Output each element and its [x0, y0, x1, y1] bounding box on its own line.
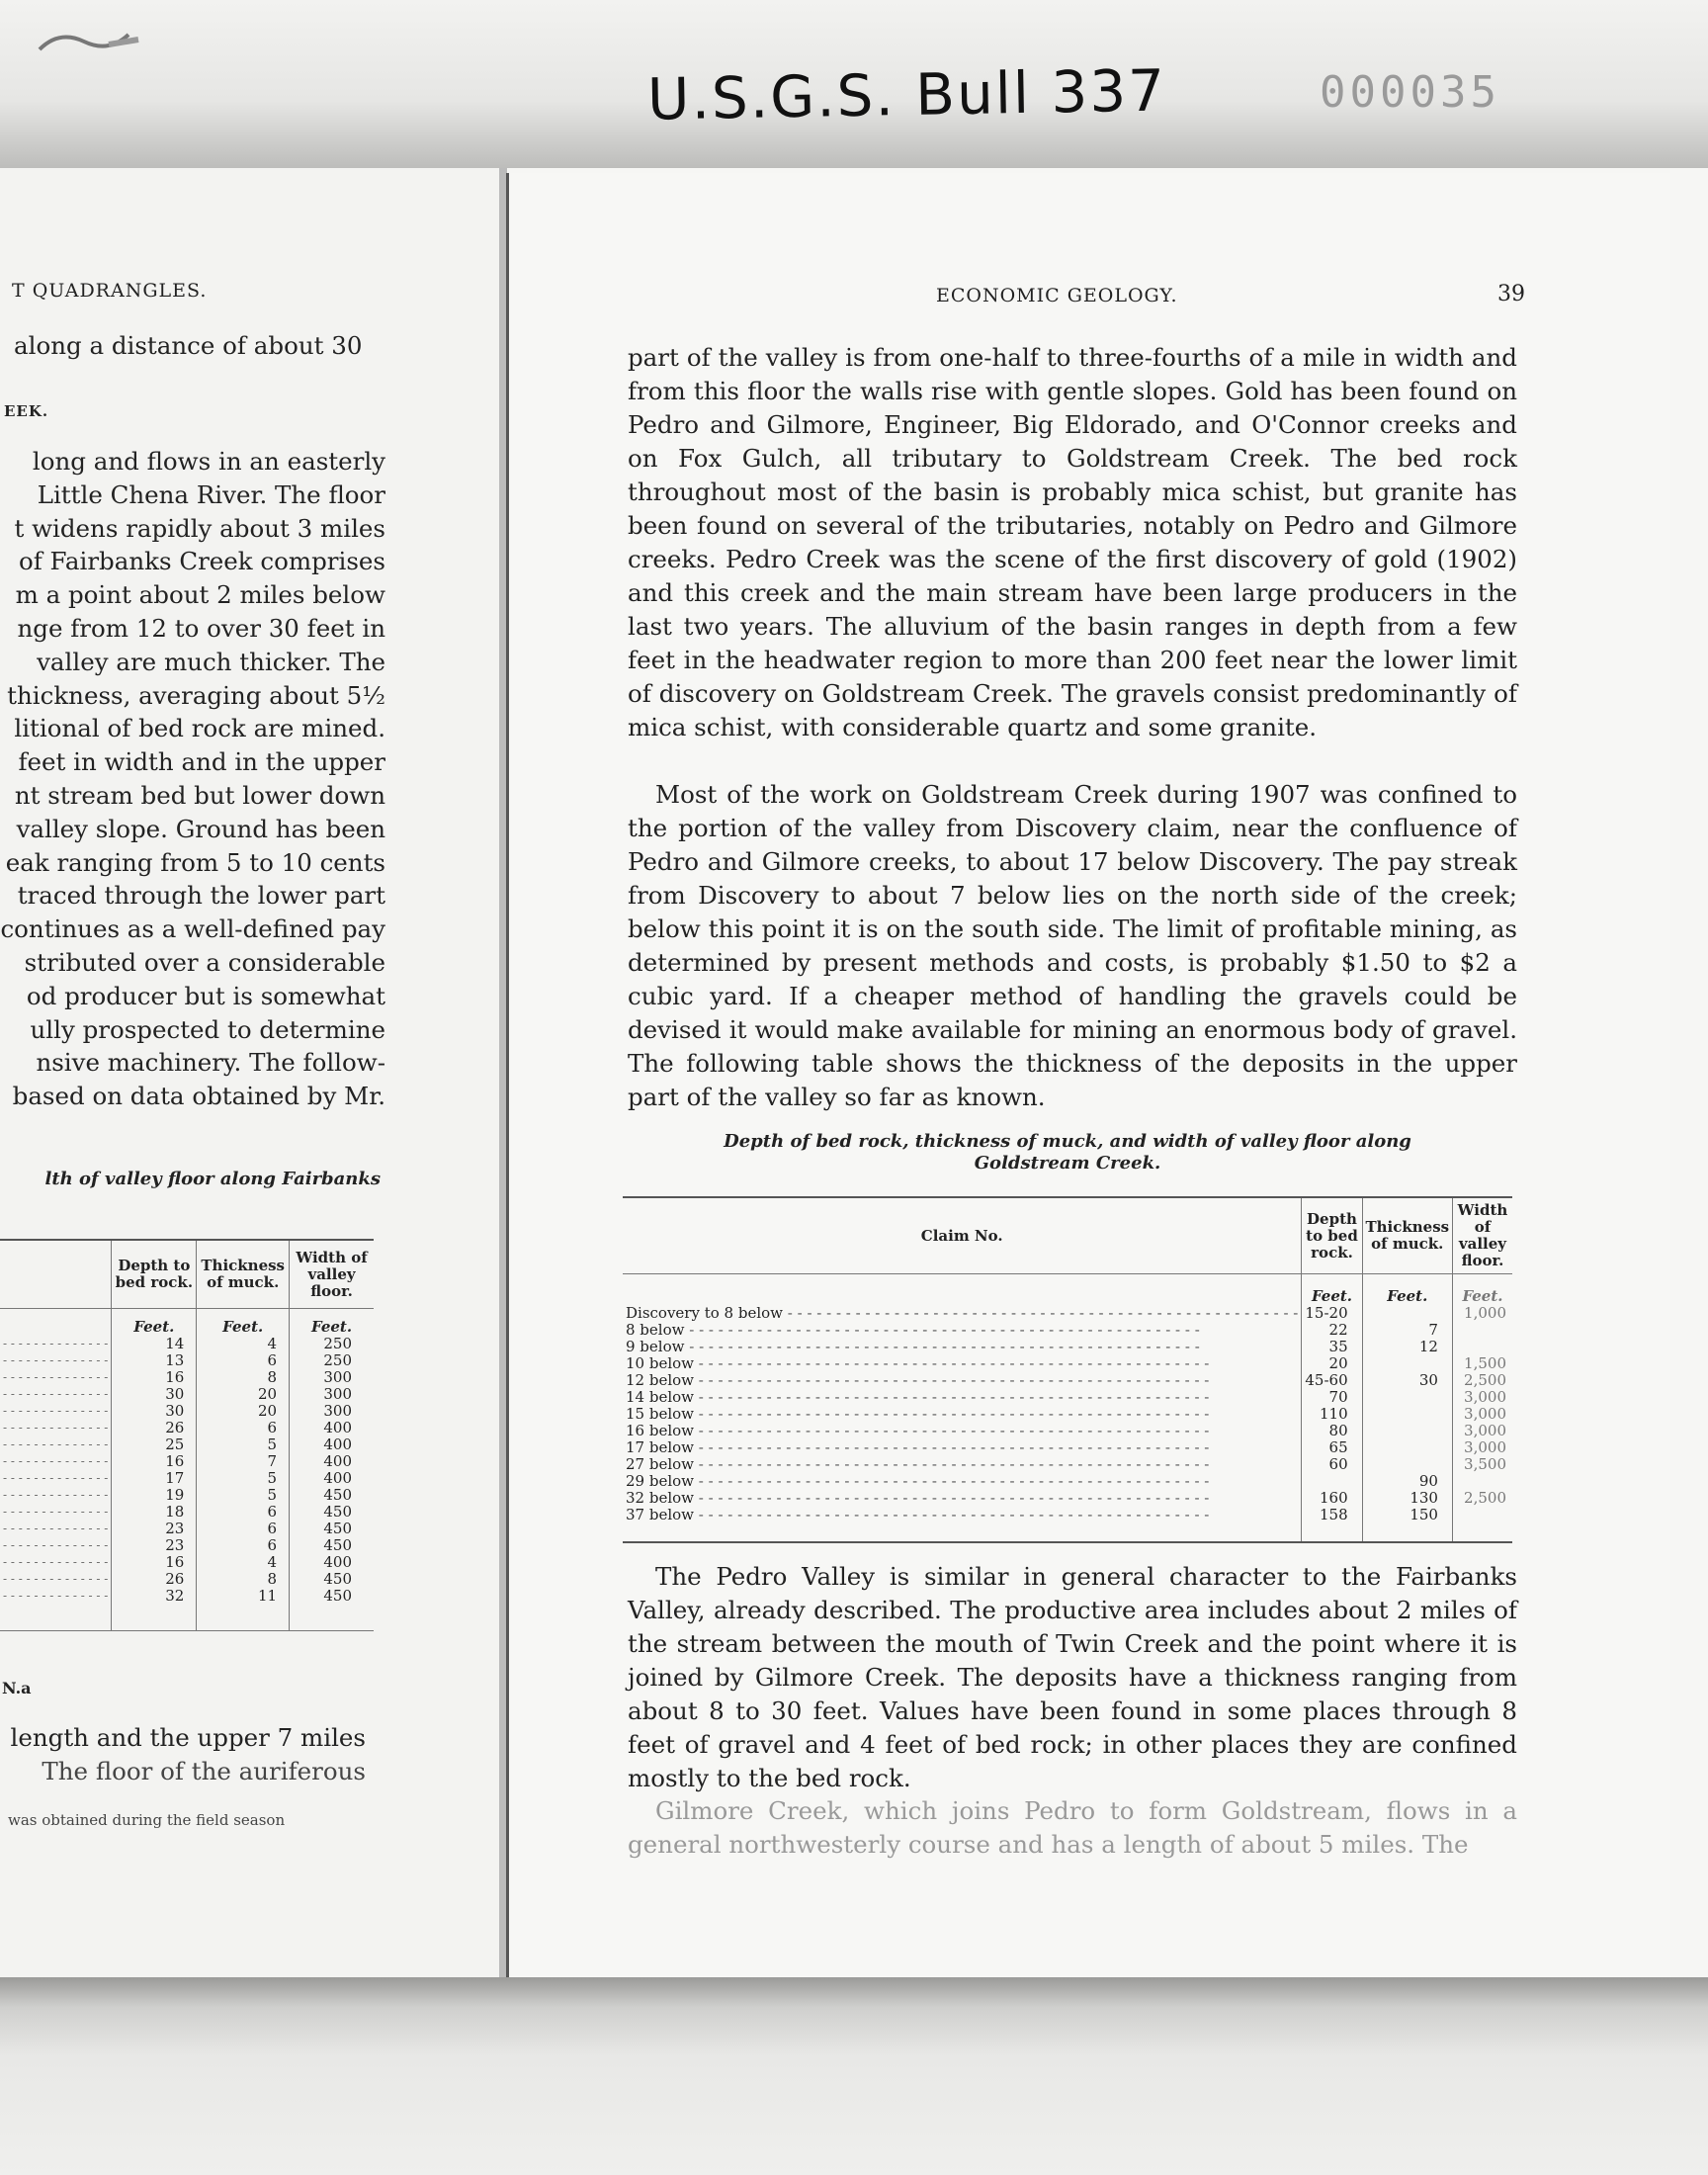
table-row: 32 below - - - - - - - - - - - - - - - - - - - - - - - - - - - - - - - - - - - - - - - - - - - - - - - - - - - - - 160 130 2,500 [623, 1490, 1512, 1507]
scan-bottom-margin [0, 1977, 1708, 2175]
table-row: 14 below - - - - - - - - - - - - - - - - - - - - - - - - - - - - - - - - - - - - - - - - - - - - - - - - - - - - - 70 3,000 [623, 1389, 1512, 1406]
left-table: Depth to bed rock. Thickness of muck. Width of valley floor. Feet. Feet. Feet. - - - - - - - - - - - - - - 14 4 250 - - - - - - - - - - - - - - 13 6 250 - - - - - - - - - - - - - - 16 8 300 - - - - - - - - - - - - - - 30 20 300 - - - - - - - - - - - - - - 30 20 300 - - - - - - - - - - - - - - 26 6 400 - - - - - - - - - - - - - - 25 5 400 - - - - - - - - - - - - - - 16 7 400 - - - - - - - - - - - - - - 17 5 400 - - - - - - - - - - - - - - 19 5 450 - - - - - - - - - - - - - - 18 6 450 - - - - - - - - - - - - - - 23 6 450 - - - - - - - - - - - - - - 23 6 450 - - - - - - - - - - - - - - 16 4 400 - - - - - - - - - - - - - - 26 8 450 - - - - - - - - - - - - - - 32 11 450 [0, 1239, 374, 1631]
table-row: 8 below - - - - - - - - - - - - - - - - - - - - - - - - - - - - - - - - - - - - - - - - - - - - - - - - - - - - - 22 7 [623, 1322, 1512, 1339]
right-running-head: ECONOMIC GEOLOGY. [936, 285, 1178, 306]
left-bottom-line-2: The floor of the auriferous [42, 1757, 366, 1785]
right-paragraph-1: part of the valley is from one-half to three-fourths of a mile in width and from this floor the walls rise with gentle slopes. Gold has been found on Pedro and Gilmore, Engineer, Big Eldorado, and O'Connor creeks and on Fox Gulch, all tributary to Goldstream Creek. The bed rock throughout most of the basin is probably mica schist, but granite has been found on several of the tributaries, notably on Pedro and Gilmore creeks. Pedro Creek was the scene of the first discovery of gold (1902) and this creek and the main stream have been large producers in the last two years. The alluvium of the basin ranges in depth from a few feet in the headwater region to more than 200 feet near the lower limit of discovery on Goldstream Creek. The gravels consist predominantly of mica schist, with considerable quartz and some granite. [628, 343, 1517, 741]
goldstream-table: Claim No. Depth to bed rock. Thickness of muck. Width of valley floor. Feet. Feet. Feet. Discovery to 8 below - - - - - - - - - - - - - - - - - - - - - - - - - - - - - - - - - - - - - - - - - - - - - - - - - - - - - 15-20 1,000 8 below - - - - - - - - - - - - - - - - - - - - - - - - - - - - - - - - - - - - - - - - - - - - - - - - - - - - - 22 7 9 below - - - - - - - - - - - - - - - - - - - - - - - - - - - - - - - - - - - - - - - - - - - - - - - - - - - - - 35 12 10 below - - - - - - - - - - - - - - - - - - - - - - - - - - - - - - - - - - - - - - - - - - - - - - - - - - - - - 20 1,500 12 below - - - - - - - - - - - - - - - - - - - - - - - - - - - - - - - - - - - - - - - - - - - - - - - - - - - - - 45-60 30 2,500 14 below - - - - - - - - - - - - - - - - - - - - - - - - - - - - - - - - - - - - - - - - - - - - - - - - - - - - - 70 3,000 15 below - - - - - - - - - - - - - - - - - - - - - - - - - - - - - - - - - - - - - - - - - - - - - - - - - - - - - 110 3,000 16 below - - - - - - - - - - - - - - - - - - - - - - - - - - - - - - - - - - - - - - - - - - - - - - - - - - - - - 80 3,000 17 below - - - - - - - - - - - - - - - - - - - - - - - - - - - - - - - - - - - - - - - - - - - - - - - - - - - - - 65 3,000 27 below - - - - - - - - - - - - - - - - - - - - - - - - - - - - - - - - - - - - - - - - - - - - - - - - - - - - - 60 3,500 29 below - - - - - - - - - - - - - - - - - - - - - - - - - - - - - - - - - - - - - - - - - - - - - - - - - - - - - 90 32 below - - - - - - - - - - - - - - - - - - - - - - - - - - - - - - - - - - - - - - - - - - - - - - - - - - - - - 160 130 2,500 37 below - - - - - - - - - - - - - - - - - - - - - - - - - - - - - - - - - - - - - - - - - - - - - - - - - - - - - 158 150 [623, 1196, 1512, 1543]
table-row: - - - - - - - - - - - - - - 32 11 450 [0, 1588, 374, 1605]
table-row: - - - - - - - - - - - - - - 26 6 400 [0, 1420, 374, 1436]
table-row: - - - - - - - - - - - - - - 23 6 450 [0, 1521, 374, 1537]
table-row: - - - - - - - - - - - - - - 18 6 450 [0, 1504, 374, 1521]
table-row: - - - - - - - - - - - - - - 16 8 300 [0, 1369, 374, 1386]
table-row: 17 below - - - - - - - - - - - - - - - - - - - - - - - - - - - - - - - - - - - - - - - - - - - - - - - - - - - - - 65 3,000 [623, 1439, 1512, 1456]
table-row: 12 below - - - - - - - - - - - - - - - - - - - - - - - - - - - - - - - - - - - - - - - - - - - - - - - - - - - - - 45-60 30 2,500 [623, 1372, 1512, 1389]
table-row: 9 below - - - - - - - - - - - - - - - - - - - - - - - - - - - - - - - - - - - - - - - - - - - - - - - - - - - - - 35 12 [623, 1339, 1512, 1355]
table-row: - - - - - - - - - - - - - - 16 4 400 [0, 1554, 374, 1571]
right-paragraph-2: Most of the work on Goldstream Creek during 1907 was confined to the portion of the valley from Discovery claim, near the confluence of Pedro and Gilmore creeks, to about 17 below Discovery. The pay streak from Discovery to about 7 below lies on the north side of the creek; below this point it is on the south side. The limit of profitable mining, as determined by present methods and costs, is probably $1.50 to $2 a cubic yard. If a cheaper method of handling the gravels could be devised it would make available for mining an enormous body of gravel. The following table shows the thickness of the deposits in the upper part of the valley so far as known. [628, 780, 1517, 1111]
left-footnote: was obtained during the field season [8, 1811, 286, 1829]
left-paragraph: long and flows in an easterly Little Chena River. The floor t widens rapidly about 3 miles of Fairbanks Creek comprises m a point about 2 miles below nge from 12 to over 30 feet in valley are much thicker. The thickness, averaging about 5½ litional of bed rock are mined. feet in width and in the upper nt stream bed but lower down valley slope. Ground has been eak ranging from 5 to 10 cents traced through the lower part continues as a well-defined pay stributed over a considerable od producer but is somewhat ully prospected to determine nsive machinery. The follow- based on data obtained by Mr. [0, 447, 385, 1111]
left-page [0, 168, 501, 2007]
table-row: - - - - - - - - - - - - - - 30 20 300 [0, 1403, 374, 1420]
table-row: 37 below - - - - - - - - - - - - - - - - - - - - - - - - - - - - - - - - - - - - - - - - - - - - - - - - - - - - - 158 150 [623, 1507, 1512, 1523]
right-page [506, 173, 1670, 1982]
table-row: - - - - - - - - - - - - - - 19 5 450 [0, 1487, 374, 1504]
table-row: - - - - - - - - - - - - - - 26 8 450 [0, 1571, 374, 1588]
table-row: Discovery to 8 below - - - - - - - - - - - - - - - - - - - - - - - - - - - - - - - - - - - - - - - - - - - - - - - - - - - - - 15-20 1,000 [623, 1305, 1512, 1322]
scribble-mark-icon [30, 20, 148, 59]
table-row: 29 below - - - - - - - - - - - - - - - - - - - - - - - - - - - - - - - - - - - - - - - - - - - - - - - - - - - - - 90 [623, 1473, 1512, 1490]
table-row: - - - - - - - - - - - - - - 25 5 400 [0, 1436, 374, 1453]
table-row: 16 below - - - - - - - - - - - - - - - - - - - - - - - - - - - - - - - - - - - - - - - - - - - - - - - - - - - - - 80 3,000 [623, 1423, 1512, 1439]
table-row: 27 below - - - - - - - - - - - - - - - - - - - - - - - - - - - - - - - - - - - - - - - - - - - - - - - - - - - - - 60 3,500 [623, 1456, 1512, 1473]
left-running-head: T QUADRANGLES. [12, 280, 208, 302]
left-subhead: EEK. [4, 402, 49, 420]
table-row: - - - - - - - - - - - - - - 14 4 250 [0, 1336, 374, 1352]
handwritten-reference: U.S.G.S. Bull 337 [646, 56, 1167, 133]
table-row: 10 below - - - - - - - - - - - - - - - - - - - - - - - - - - - - - - - - - - - - - - - - - - - - - - - - - - - - - 20 1,500 [623, 1355, 1512, 1372]
left-line-1: along a distance of about 30 [14, 331, 363, 360]
table-row: - - - - - - - - - - - - - - 13 6 250 [0, 1352, 374, 1369]
left-table-caption: lth of valley floor along Fairbanks [44, 1169, 381, 1189]
table-row: 15 below - - - - - - - - - - - - - - - - - - - - - - - - - - - - - - - - - - - - - - - - - - - - - - - - - - - - - 110 3,000 [623, 1406, 1512, 1423]
left-bottom-line-1: length and the upper 7 miles [10, 1723, 366, 1752]
table-row: - - - - - - - - - - - - - - 17 5 400 [0, 1470, 374, 1487]
page-number: 39 [1497, 282, 1525, 306]
right-table-caption: Depth of bed rock, thickness of muck, and width of valley floor along Goldstream Creek. [724, 1131, 1411, 1174]
archive-stamp: 000035 [1320, 67, 1500, 118]
table-row: - - - - - - - - - - - - - - 16 7 400 [0, 1453, 374, 1470]
right-paragraph-4: Gilmore Creek, which joins Pedro to form Goldstream, flows in a general northwesterly course and has a length of about 5 miles. The [628, 1796, 1517, 1859]
left-section-mark: N.a [2, 1679, 32, 1697]
table-row: - - - - - - - - - - - - - - 23 6 450 [0, 1537, 374, 1554]
table-row: - - - - - - - - - - - - - - 30 20 300 [0, 1386, 374, 1403]
right-paragraph-3: The Pedro Valley is similar in general character to the Fairbanks Valley, already described. The productive area includes about 2 miles of the stream between the mouth of Twin Creek and the point where it is joined by Gilmore Creek. The deposits have a thickness ranging from about 8 to 30 feet. Values have been found in some places through 8 feet of gravel and 4 feet of bed rock; in other places they are confined mostly to the bed rock. [628, 1562, 1517, 1792]
